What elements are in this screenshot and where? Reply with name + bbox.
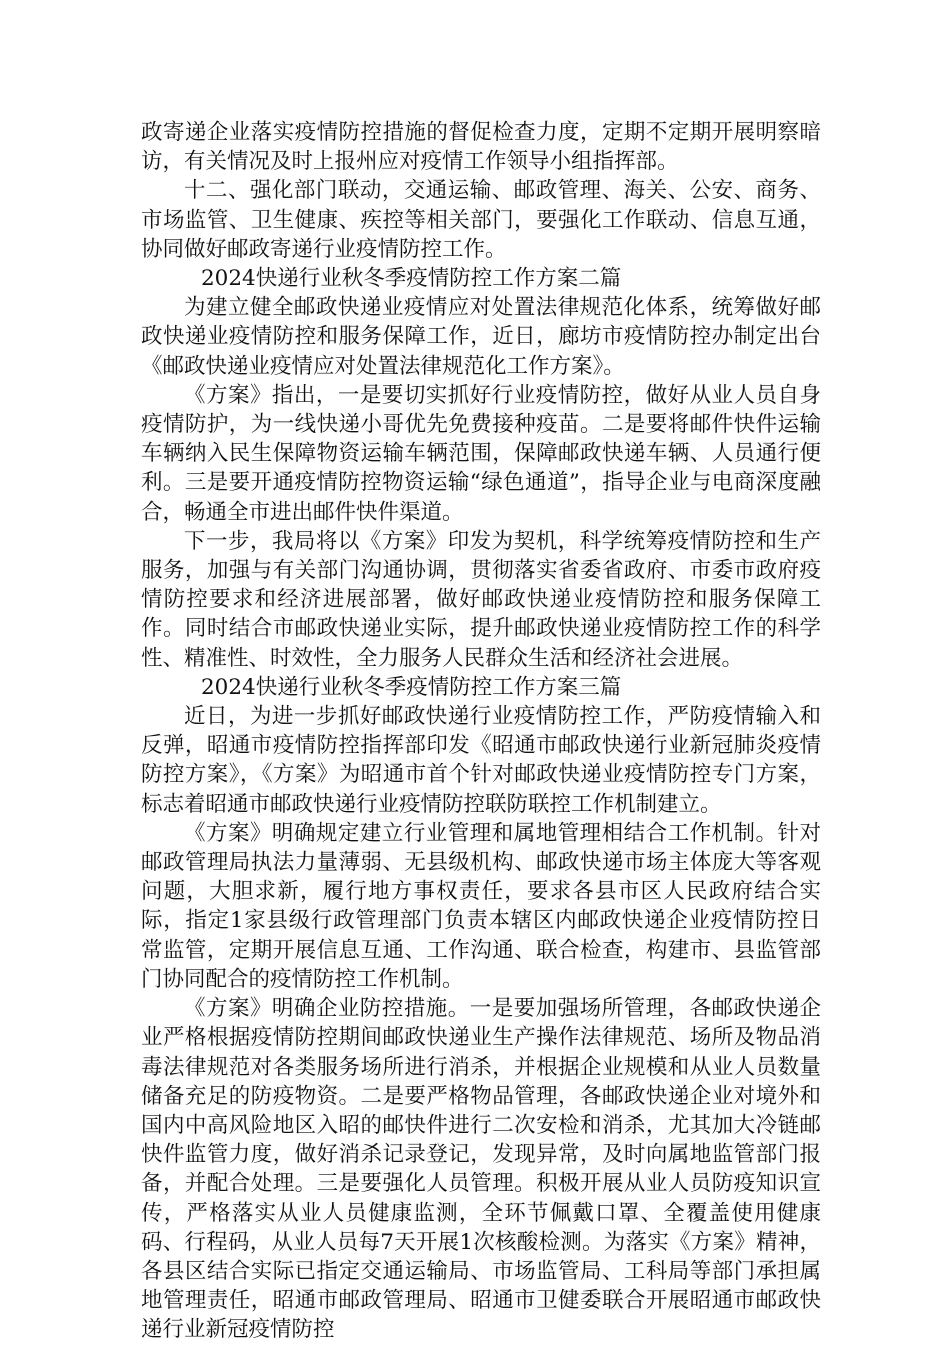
paragraph: 为建立健全邮政快递业疫情应对处置法律规范化体系，统筹做好邮政快递业疫情防控和服务保障工作，近日，廊坊市疫情防控办制定出台《邮政快递业疫情应对处置法律规范化工作方案》。 (141, 295, 821, 379)
paragraph: 《方案》指出，一是要切实抓好行业疫情防控，做好从业人员自身疫情防护，为一线快递小哥优先免费接种疫苗。二是要将邮件快件运输车辆纳入民生保障物资运输车辆范围，保障邮政快递车辆、人员通行便利。三是要开通疫情防控物资运输“绿色通道”，指导企业与电商深度融合，畅通全市进出邮件快件渠道。 (141, 382, 821, 525)
document-page (141, 118, 821, 1345)
paragraph: 《方案》明确企业防控措施。一是要加强场所管理，各邮政快递企业严格根据疫情防控期间邮政快递业生产操作法律规范、场所及物品消毒法律规范对各类服务场所进行消杀，并根据企业规模和从业人员数量储备充足的防疫物资。二是要严格物品管理，各邮政快递企业对境外和国内中高风险地区入昭的邮快件进行二次安检和消杀，尤其加大冷链邮快件监管力度，做好消杀记录登记，发现异常，及时向属地监管部门报备，并配合处理。三是要强化人员管理。积极开展从业人员防疫知识宣传，严格落实从业人员健康监测，全环节佩戴口罩、全覆盖使用健康码、行程码，从业人员每7天开展1次核酸检测。为落实《方案》精神，各县区结合实际已指定交通运输局、市场监管局、工科局等部门承担属地管理责任，昭通市邮政管理局、昭通市卫健委联合开展昭通市邮政快递行业新冠疫情防控 (141, 996, 821, 1343)
paragraph: 下一步，我局将以《方案》印发为契机，科学统筹疫情防控和生产服务，加强与有关部门沟通协调，贯彻落实省委省政府、市委市政府疫情防控要求和经济进展部署，做好邮政快递业疫情防控和服务保障工作。同时结合市邮政快递业实际，提升邮政快递业疫情防控工作的科学性、精准性、时效性，全力服务人民群众生活和经济社会进展。 (141, 528, 821, 671)
paragraph-item-twelve: 十二、强化部门联动，交通运输、邮政管理、海关、公安、商务、市场监管、卫生健康、疾控等相关部门，要强化工作联动、信息互通，协同做好邮政寄递行业疫情防控工作。 (141, 178, 821, 262)
paragraph: 近日，为进一步抓好邮政快递行业疫情防控工作，严防疫情输入和反弹，昭通市疫情防控指挥部印发《昭通市邮政快递行业新冠肺炎疫情防控方案》，《方案》为昭通市首个针对邮政快递业疫情防控专门方案，标志着昭通市邮政快递行业疫情防控联防联控工作机制建立。 (141, 704, 821, 817)
paragraph: 《方案》明确规定建立行业管理和属地管理相结合工作机制。针对邮政管理局执法力量薄弱、无县级机构、邮政快递市场主体庞大等客观问题，大胆求新，履行地方事权责任，要求各县市区人民政府结合实际，指定1家县级行政管理部门负责本辖区内邮政快递企业疫情防控日常监管，定期开展信息互通、工作沟通、联合检查，构建市、县监管部门协同配合的疫情防控工作机制。 (141, 820, 821, 992)
section-heading-three: 2024快递行业秋冬季疫情防控工作方案三篇 (201, 674, 622, 700)
section-heading-two: 2024快递行业秋冬季疫情防控工作方案二篇 (201, 266, 622, 292)
paragraph-continued: 政寄递企业落实疫情防控措施的督促检查力度，定期不定期开展明察暗访，有关情况及时上报州应对疫情工作领导小组指挥部。 (141, 120, 821, 175)
